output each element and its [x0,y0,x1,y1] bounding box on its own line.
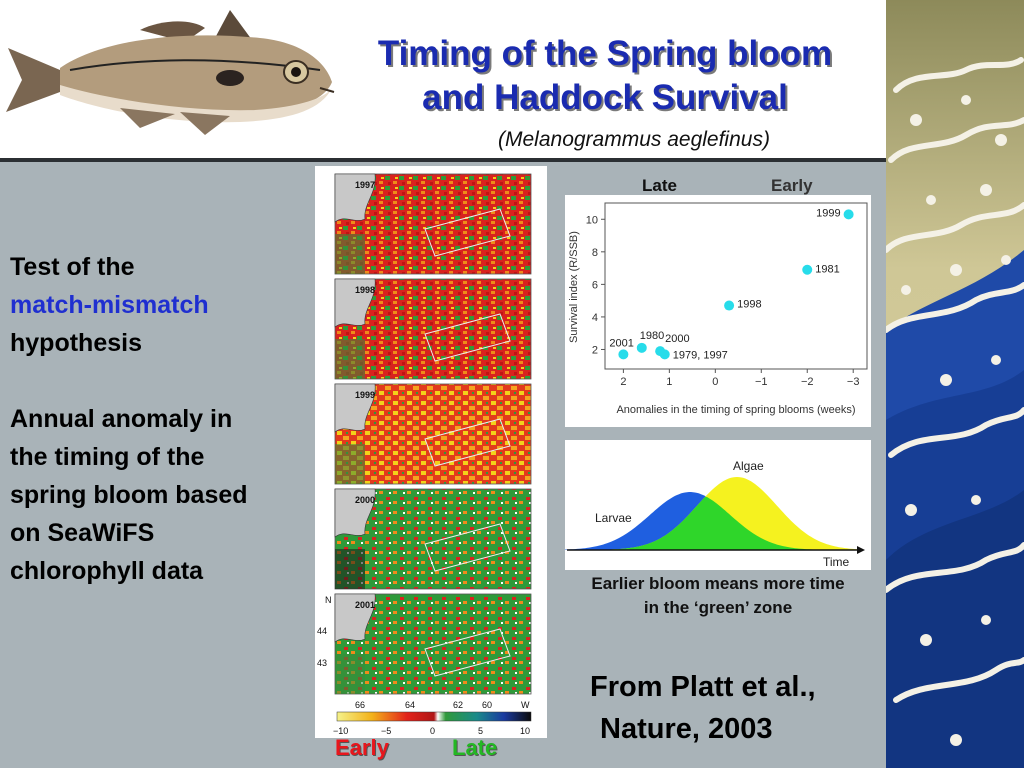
survival-scatter-plot [565,195,871,427]
hypothesis-line-3: hypothesis [10,329,142,357]
map-year-label-1998: 1998 [355,285,376,295]
hypothesis-text [10,248,315,590]
anomaly-line-4: on SeaWiFS [10,519,155,547]
cbar-label-m10: −10 [333,726,349,736]
cbar-label-m5: −5 [381,726,392,736]
map-year-label-1999: 1999 [355,390,376,400]
scatter-ytick-label: 4 [591,311,598,324]
scatter-svg [565,195,871,427]
scatter-point [618,349,628,359]
anomaly-line-3: spring bloom based [10,481,248,509]
anomaly-line-1: Annual anomaly in [10,405,233,433]
scatter-point-label: 2000 [665,333,690,346]
cbar-label-10: 10 [520,726,531,736]
larvae-label: Larvae [595,511,632,525]
title-line-1: Timing of the Spring bloom [377,34,833,73]
anomaly-line-2: the timing of the [10,443,205,471]
colorbar [337,712,531,721]
coastal-region [335,654,365,694]
coastal-region [335,444,365,484]
lon-label-62: 62 [453,700,464,710]
scatter-ytick-label: 2 [591,344,598,357]
scatter-point-label: 1980 [639,329,665,342]
coastal-region [335,234,365,274]
scatter-point [660,349,670,359]
coastal-region [335,339,365,379]
scatter-point-label: 1999 [816,207,841,220]
lat-label-n: N [325,595,332,605]
scatter-point [844,209,854,219]
scatter-early-label: Early [771,176,813,195]
scatter-point-label: 1981 [815,263,840,276]
caption-line-2: in the ‘green’ zone [643,598,793,617]
citation-line-2: Nature, 2003 [600,713,773,745]
lat-label-43: 43 [317,658,328,668]
scatter-xtick-label: 0 [712,376,719,388]
scatter-point-label: 1998 [737,298,762,311]
caption-line-1: Earlier bloom means more time [591,574,845,593]
match-mismatch-highlight: match-mismatch [10,291,209,319]
cbar-label-0: 0 [430,726,436,736]
lon-label-60: 60 [482,700,493,710]
coastal-region [335,549,365,589]
time-axis-arrow [857,546,865,554]
late-label-bottom: Late [452,735,498,760]
lon-label-64: 64 [405,700,416,710]
lon-label-w: W [521,700,530,710]
citation-line-1: From Platt et al., [590,671,816,703]
scatter-xtick-label: 2 [620,376,627,388]
larvae-algae-curves [565,440,871,570]
citation [590,666,816,750]
scatter-xtick-label: −1 [755,376,768,388]
scatter-point [637,343,647,353]
haddock-fish-illustration [0,0,345,150]
header-divider [0,158,886,162]
lon-label-66: 66 [355,700,366,710]
time-label: Time [823,555,850,569]
curve-caption [565,572,871,620]
title-line-2: and Haddock Survival [422,78,788,117]
wave-decoration [886,0,1024,768]
scatter-xtick-label: 1 [666,376,673,388]
algae-label: Algae [733,459,764,473]
scatter-ytick-label: 6 [591,279,598,292]
early-label-bottom: Early [335,735,389,760]
cbar-label-5: 5 [478,726,484,736]
scatter-ytick-label: 8 [591,246,598,259]
slide-title [340,32,870,120]
scatter-ytick-label: 10 [585,214,598,227]
map-year-label-2001: 2001 [355,600,376,610]
anomaly-line-5: chlorophyll data [10,557,204,585]
scatter-xtick-label: −3 [846,376,860,388]
hypothesis-line-1: Test of the [10,253,135,281]
scatter-late-label: Late [642,176,677,195]
scatter-y-axis-label: Survival index (R/SSB) [568,231,580,343]
map-year-label-1997: 1997 [355,180,376,190]
bloom-anomaly-maps [315,166,547,738]
scatter-point [802,265,812,275]
curves-svg [565,440,871,570]
maps-svg [315,166,547,738]
species-subtitle: (Melanogrammus aeglefinus) [498,128,770,151]
scatter-x-axis-label: Anomalies in the timing of spring blooms (weeks) [616,404,856,416]
scatter-point-label: 1979, 1997 [672,349,728,362]
lat-label-44: 44 [317,626,328,636]
map-year-label-2000: 2000 [355,495,376,505]
scatter-point-label: 2001 [609,337,634,350]
scatter-point [724,301,734,311]
scatter-xtick-label: −2 [800,376,814,388]
